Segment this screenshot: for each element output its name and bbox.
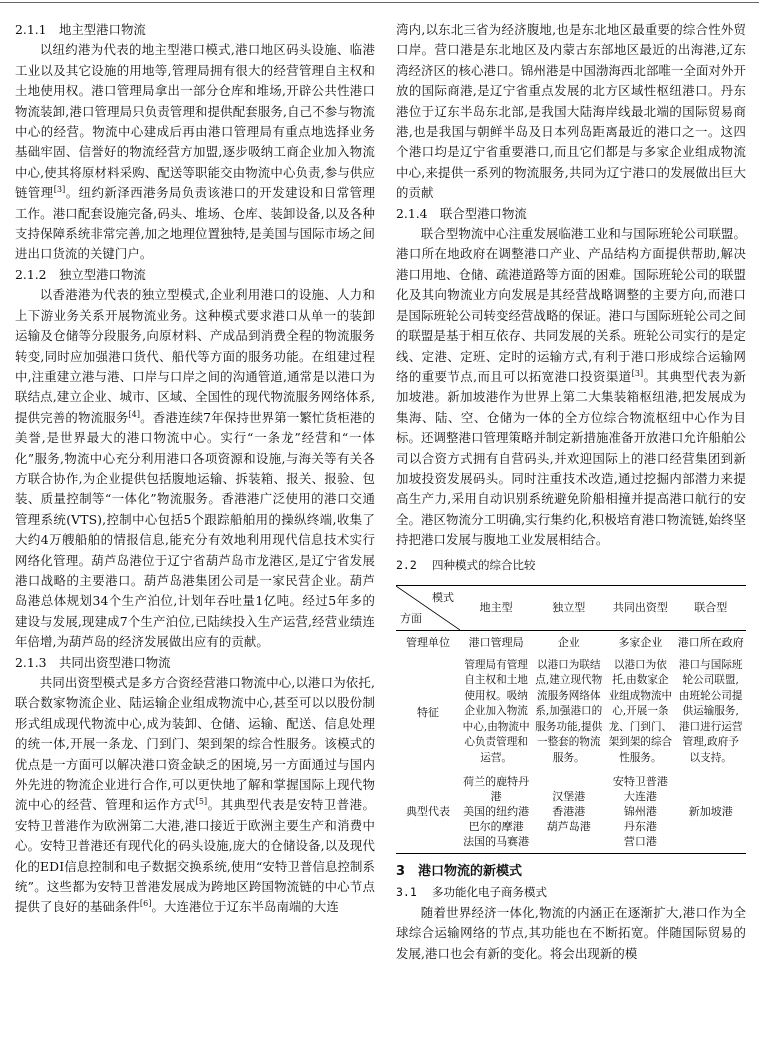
- table-cell: 港口与国际班轮公司联盟,由班轮公司提供运输服务,港口进行运营管理,政府予以支持。: [678, 658, 743, 764]
- table-cell: 荷兰的鹿特丹港 美国的纽约港 巴尔的摩港 法国的马赛港: [460, 770, 532, 854]
- citation: [3]: [631, 368, 644, 378]
- row-label: 典型代表: [396, 770, 460, 854]
- corner-label-top: 模式: [432, 590, 454, 604]
- section-heading-2-1-1: 2.1.1 地主型港口物流: [15, 22, 146, 37]
- column-header: 共同出资型: [605, 585, 675, 630]
- table-corner-cell: [396, 585, 460, 630]
- table-cell: 汉堡港 香港港 葫芦岛港: [532, 770, 605, 854]
- section-heading-2-1-2: 2.1.2 独立型港口物流: [15, 266, 146, 282]
- paragraph-independent-port: 以香港港为代表的独立型模式,企业利用港口的设施、人力和上下游业务关系开展物流业务。这种模式要求港口从单一的装卸运输及仓储等分段服务,向原材料、产成品到消费全程的物流服务转变,同时应加强港口货代、船代等方面的服务功能。在组建过程中,注重建立港与港、口岸与口岸之间的沟通管道,通常是以港口为联结点,建立企业、城市、区域、全国性的现代物流服务网络体系,提供完善的物流服务[4]。香港连续7年保持世界第一繁忙货柜港的美誉,是世界最大的港口物流中心。实行“一条龙”经营和“一体化”服务,物流中心充分利用港口各项资源和设施,与海关等有关各方联合协作,为企业提供包括腹地运输、拆装箱、报关、报验、包装、质量控制等“一体化”物流服务。香港港广泛使用的港口交通管理系统(VTS),控制中心包括5个跟踪船舶用的操纵终端,收集了大约4万艘船舶的情报信息,能充分有效地利用现代信息技术实行网络化管理。葫芦岛港位于辽宁省葫芦岛市龙港区,是辽宁省发展港口战略的主要港口。葫芦岛港集团公司是一家民营企业。葫芦岛港总体规划34个生产泊位,计划年吞吐量1亿吨。经过5年多的建设与发展,现建成7个生产泊位,已陆续投入生产运营,经营业绩连年倍增,为葫芦岛的经济发展做出应有的贡献。: [15, 287, 375, 650]
- comparison-table: [396, 585, 746, 855]
- table-cell: 多家企业: [618, 635, 663, 649]
- column-header: 独立型: [532, 585, 605, 630]
- table-cell: 企业: [557, 635, 580, 649]
- citation: [3]: [53, 185, 66, 195]
- table-cell: 管理局有管理自主权和土地使用权。吸纳企业加入物流中心,由物流中心负责管理和运营。: [462, 658, 530, 764]
- section-heading-2-1-3: 2.1.3 共同出资型港口物流: [15, 654, 171, 670]
- table-row: [396, 654, 746, 771]
- section-heading-3-1: 3.1 多功能化电子商务模式: [396, 885, 547, 900]
- paragraph-landlord-port: 以纽约港为代表的地主型港口模式,港口地区码头设施、临港工业以及其它设施的用地等,管理局拥有很大的经营管理自主权和土地使用权。港口管理局拿出一部分仓库和堆场,开辟公共性港口物流装卸,港口管理局只负责管理和提供配套服务,自己不参与物流中心的经营。物流中心建成后再由港口管理局有重点地选择业务基础牢固、信誉好的物流经营方加盟,逐步吸纳工商企业加入物流中心,使其将原材料采购、配送等职能交由物流中心负责,参与供应链管理[3]。纽约新泽西港务局负责该港口的开发建设和日常管理工作。港口配套设施完备,码头、堆场、仓库、装卸设备,以及各种支持保障系统非常完善,加之地理位置独特,是美国与国际市场之间进出口货流的关键门户。: [15, 42, 375, 262]
- table-cell: 以港口为联结点,建立现代物流服务网络体系,加强港口的服务功能,提供一整套的物流服务。: [535, 658, 603, 764]
- corner-label-bottom: 方面: [400, 611, 422, 625]
- section-heading-3: 3 港口物流的新模式: [396, 864, 523, 880]
- table-cell: 以港口为依托,由数家企业组成物流中心,开展一条龙、门到门、架到架的综合性服务。: [608, 658, 673, 764]
- table-cell: 新加坡港: [675, 770, 746, 854]
- table-header-row: [396, 585, 746, 630]
- section-heading-2-1-4: 2.1.4 联合型港口物流: [396, 205, 527, 221]
- column-header: 联合型: [675, 585, 746, 630]
- row-label: 管理单位: [406, 635, 450, 649]
- right-column: [396, 20, 746, 964]
- left-column: [15, 20, 375, 918]
- citation: [6]: [139, 899, 152, 909]
- paragraph-multifunction-ecommerce: 随着世界经济一体化,物流的内涵正在逐渐扩大,港口作为全球综合运输网络的节点,其功能也在不断拓宽。伴随国际贸易的发展,港口也会有新的变化。将会出现新的模: [396, 904, 746, 961]
- row-label: 特征: [417, 705, 439, 719]
- citation: [5]: [195, 797, 208, 807]
- table-cell: 安特卫普港 大连港 锦州港 丹东港 营口港: [605, 770, 675, 854]
- table-cell: 港口管理局: [468, 635, 524, 649]
- table-row: [396, 630, 746, 654]
- header-rule: [0, 0, 759, 3]
- paragraph-joint-investment-port: 共同出资型模式是多方合资经营港口物流中心,以港口为依托,联合数家物流企业、陆运输企业组成物流中心,甚至可以以股份制形式组成现代物流中心,成为装卸、仓储、运输、配送、信息处理的统一体,开展一条龙、门到门、架到架的综合性服务。该模式的优点是一方面可以解决港口资金缺乏的困境,另一方面通过与国内外先进的物流企业进行合作,可以更快地了解和掌握国际上现代物流中心的经营、管理和运作方式[5]。其典型代表是安特卫普港。安特卫普港作为欧洲第二大港,港口接近于欧洲主要生产和消费中心。安特卫普港还有现代化的码头设施,庞大的仓储设备,以及现代化的EDI信息控制和电子数据交换系统,使用“安特卫普信息控制系统”。这些都为安特卫普港发展成为跨地区跨国物流链的中心节点提供了良好的基础条件[6]。大连港位于辽东半岛南端的大连: [15, 675, 375, 915]
- column-header: 地主型: [460, 585, 532, 630]
- table-row: [396, 770, 746, 854]
- citation: [4]: [128, 409, 141, 419]
- table-cell: 港口所在政府: [677, 635, 744, 649]
- paragraph-continued: 湾内,以东北三省为经济腹地,也是东北地区最重要的综合性外贸口岸。营口港是东北地区及内蒙古东部地区最近的出海港,辽东湾经济区的核心港口。锦州港是中国渤海西北部唯一全面对外开放的国际商港,是辽宁省重点发展的北方区域性枢纽港口。丹东港位于辽东半岛东北部,是我国大陆海岸线最北端的国际贸易商港,也是我国与朝鲜半岛及日本列岛距离最近的港口之一。这四个港口均是辽宁省重要港口,而且它们都是与多家企业组成物流中心,来提供一系列的物流服务,共同为辽宁港口的发展做出巨大的贡献: [396, 22, 746, 201]
- section-heading-2-2: 2.2 四种模式的综合比较: [396, 557, 536, 572]
- paragraph-alliance-port: 联合型物流中心注重发展临港工业和与国际班轮公司联盟。港口所在地政府在调整港口产业、产品结构方面提供帮助,解决港口用地、仓储、疏港道路等方面的困难。国际班轮公司的联盟化及其向物流业方向发展是其经营战略调整的主要方向,而港口是国际班轮公司转变经营战略的保证。港口与国际班轮公司之间的联盟是基于相互依存、共同发展的关系。班轮公司实行的是定线、定港、定班、定时的运输方式,有利于港口形成综合运输网络的重要节点,而且可以拓宽港口投资渠道[3]。其典型代表为新加坡港。新加坡港作为世界上第二大集装箱枢纽港,把发展成为集海、陆、空、仓储为一体的全方位综合物流枢纽中心作为目标。还调整港口管理策略并制定新措施准备开放港口允许船舶公司以合资方式拥有自营码头,并欢迎国际上的港口经营集团到新加坡投资发展码头。同时注重技术改造,通过挖掘内部潜力来提高生产力,采用自动识别系统避免阶船相撞并提高港口航行的安全。港区物流分工明确,实行集约化,积极培育港口物流链,始终坚持把港口发展与腹地工业发展相结合。: [396, 226, 746, 548]
